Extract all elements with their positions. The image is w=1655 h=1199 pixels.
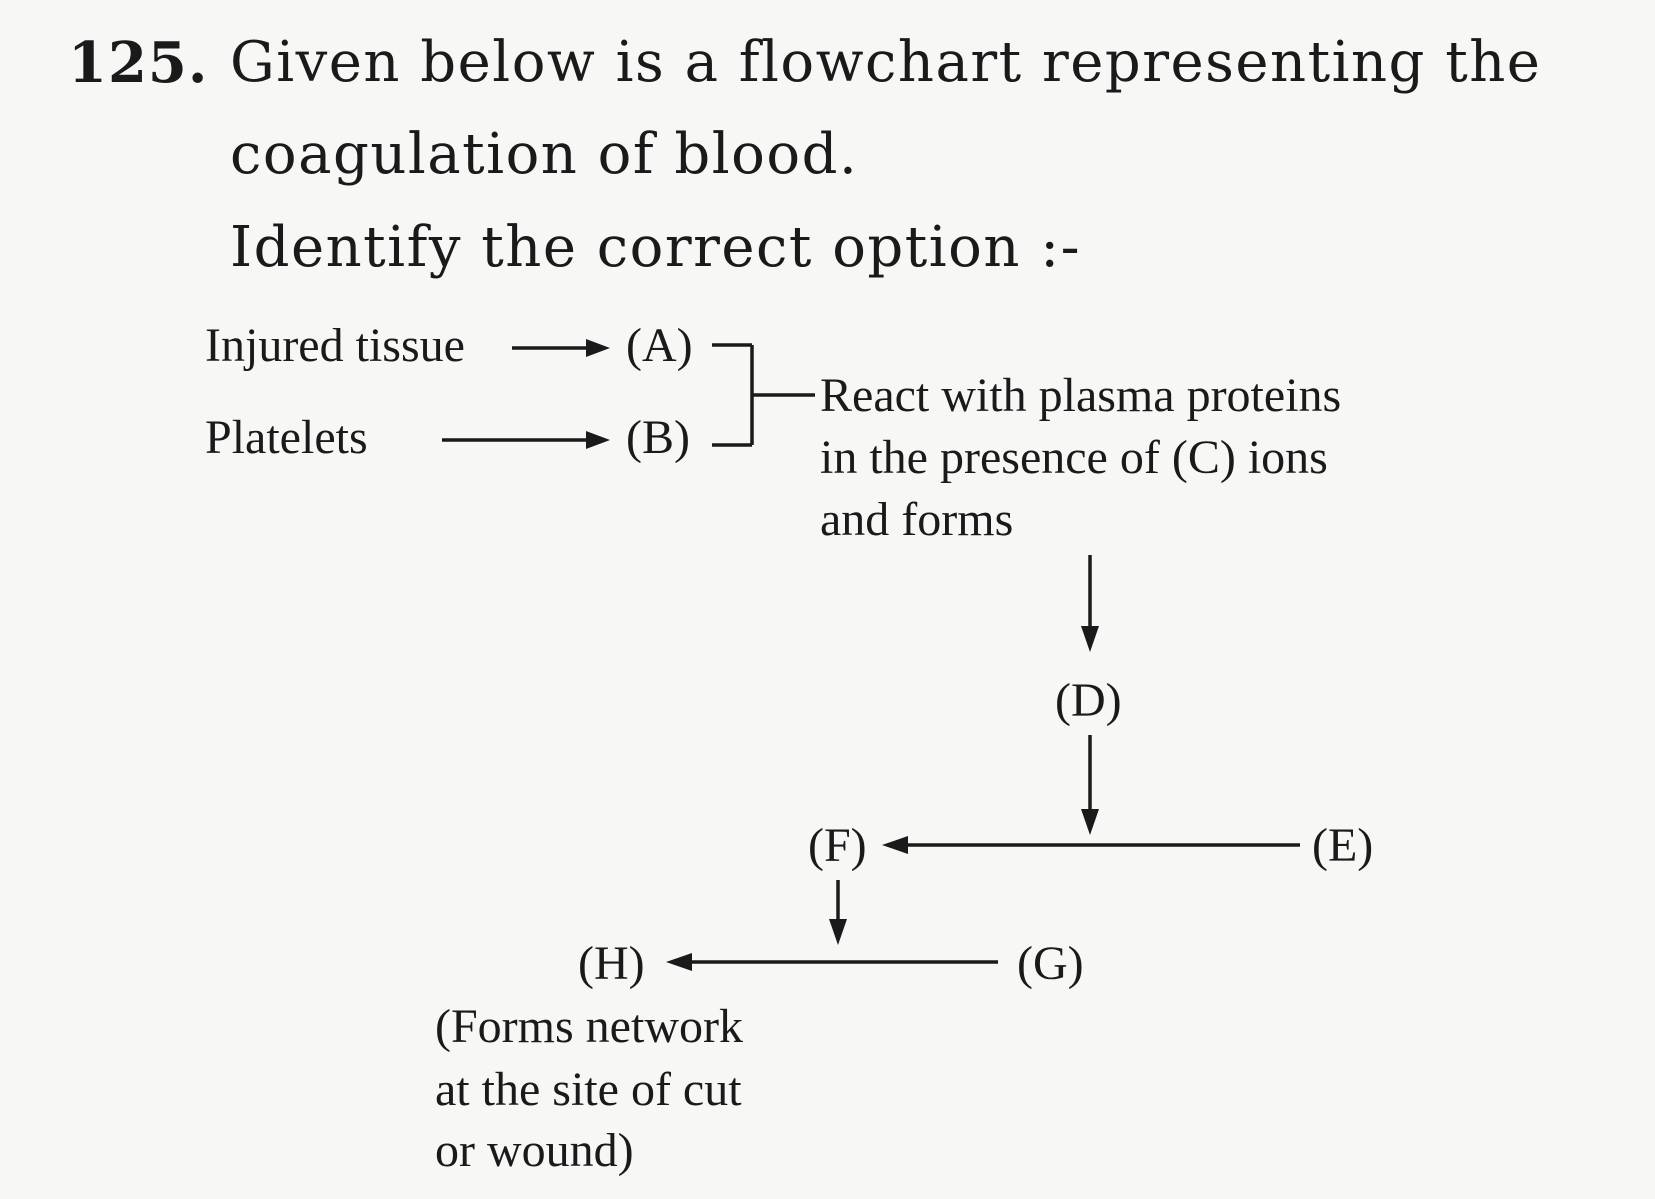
arrowhead-forms-to-d: [1081, 626, 1099, 652]
arrowhead-injured-to-a: [586, 339, 610, 357]
h-note-line-3: or wound): [435, 1124, 634, 1177]
react-text-line-1: React with plasma proteins: [820, 369, 1342, 422]
node-b: (B): [626, 411, 690, 464]
node-e: (E): [1312, 819, 1374, 872]
arrowhead-d-down: [1081, 809, 1099, 835]
arrowhead-e-to-f: [882, 836, 908, 854]
question-text-line-2: coagulation of blood.: [230, 122, 859, 187]
react-text-line-2: in the presence of (C) ions: [820, 431, 1328, 484]
node-h: (H): [578, 937, 645, 990]
arrowhead-platelets-to-b: [586, 431, 610, 449]
arrowhead-f-down: [829, 919, 847, 945]
label-platelets: Platelets: [205, 411, 368, 464]
h-note-line-1: (Forms network: [435, 1000, 743, 1053]
h-note-line-2: at the site of cut: [435, 1063, 742, 1116]
node-d: (D): [1055, 674, 1122, 727]
react-text-line-3: and forms: [820, 493, 1014, 546]
arrowhead-g-to-h: [666, 953, 692, 971]
question-text-line-1: Given below is a flowchart representing the: [230, 30, 1542, 95]
node-g: (G): [1017, 937, 1084, 990]
question-number: 125.: [68, 30, 209, 96]
node-a: (A): [626, 319, 693, 372]
question-instruction: Identify the correct option :-: [230, 215, 1082, 280]
node-f: (F): [808, 819, 867, 872]
label-injured-tissue: Injured tissue: [205, 319, 465, 372]
